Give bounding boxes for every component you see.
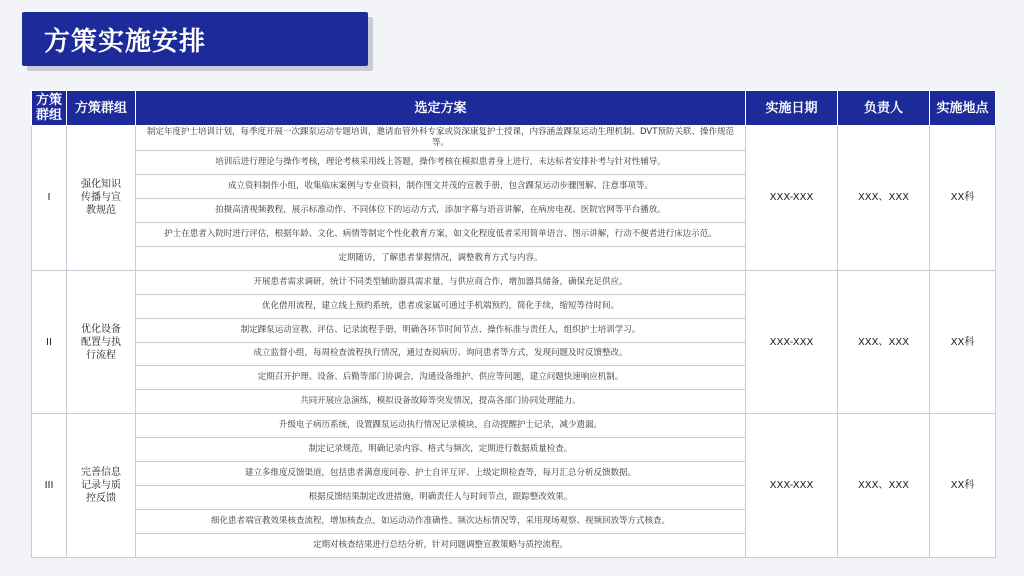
title-bar: [22, 12, 368, 66]
group-number: III: [32, 414, 67, 558]
plan-cell: 细化患者端宣教效果核查流程，增加核查点，如运动动作准确性、频次达标情况等，采用现场观察、视频回放等方式核查。: [136, 510, 746, 534]
owner: XXX、XXX: [838, 126, 930, 271]
owner: XXX、XXX: [838, 270, 930, 414]
location: XX科: [930, 414, 996, 558]
table-header-row: [32, 91, 996, 126]
location: XX科: [930, 126, 996, 271]
plan-cell: 定期召开护理、设备、后勤等部门协调会，沟通设备维护、供应等问题，建立问题快速响应机制。: [136, 366, 746, 390]
plan-cell: 开展患者需求调研，统计不同类型辅助器具需求量，与供应商合作，增加器具储备，确保充足供应。: [136, 270, 746, 294]
table-row: [32, 270, 996, 294]
header-owner: 负责人: [838, 91, 930, 126]
plan-cell: 定期对核查结果进行总结分析，针对问题调整宣教策略与质控流程。: [136, 534, 746, 558]
plan-table-wrapper: [31, 90, 995, 558]
plan-cell: 制定年度护士培训计划，每季度开展一次踝泵运动专题培训，邀请血管外科专家或资深康复护士授课，内容涵盖踝泵运动生理机制、DVT预防关联、操作规范等。: [136, 126, 746, 151]
plan-table: [31, 90, 996, 558]
table-row: [32, 414, 996, 438]
header-group-name: 方策群组: [67, 91, 136, 126]
group-number: II: [32, 270, 67, 414]
implementation-date: XXX-XXX: [746, 414, 838, 558]
table-row: [32, 126, 996, 151]
header-plan: 选定方案: [136, 91, 746, 126]
location: XX科: [930, 270, 996, 414]
group-name: 优化设备配置与执行流程: [67, 270, 136, 414]
plan-cell: 共同开展应急演练，模拟设备故障等突发情况，提高各部门协同处理能力。: [136, 390, 746, 414]
page-title: 方策实施安排: [44, 26, 207, 57]
plan-cell: 定期随访，了解患者掌握情况，调整教育方式与内容。: [136, 246, 746, 270]
plan-cell: 拍摄高清视频教程，展示标准动作、不同体位下的运动方式，添加字幕与语音讲解，在病房电视、医院官网等平台播放。: [136, 198, 746, 222]
header-location: 实施地点: [930, 91, 996, 126]
group-name: 强化知识传播与宣教规范: [67, 126, 136, 271]
plan-cell: 制定踝泵运动宣教、评估、记录流程手册，明确各环节时间节点、操作标准与责任人，组织护士培训学习。: [136, 318, 746, 342]
plan-cell: 根据反馈结果制定改进措施，明确责任人与时间节点，跟踪整改效果。: [136, 486, 746, 510]
group-name: 完善信息记录与质控反馈: [67, 414, 136, 558]
plan-cell: 护士在患者入院时进行评估，根据年龄、文化、病情等制定个性化教育方案，如文化程度低者采用简单语言、图示讲解，行动不便者进行床边示范。: [136, 222, 746, 246]
implementation-date: XXX-XXX: [746, 126, 838, 271]
plan-cell: 成立监督小组，每周检查流程执行情况，通过查阅病历、询问患者等方式，发现问题及时反馈整改。: [136, 342, 746, 366]
group-number: I: [32, 126, 67, 271]
header-group-no: 方策群组: [32, 91, 67, 126]
plan-cell: 优化借用流程，建立线上预约系统，患者或家属可通过手机端预约，简化手续，缩短等待时间。: [136, 294, 746, 318]
owner: XXX、XXX: [838, 414, 930, 558]
header-date: 实施日期: [746, 91, 838, 126]
plan-cell: 制定记录规范，明确记录内容、格式与频次，定期进行数据质量检查。: [136, 438, 746, 462]
implementation-date: XXX-XXX: [746, 270, 838, 414]
plan-cell: 建立多维度反馈渠道，包括患者满意度问卷、护士自评互评、上级定期检查等，每月汇总分析反馈数据。: [136, 462, 746, 486]
plan-cell: 培训后进行理论与操作考核，理论考核采用线上答题，操作考核在模拟患者身上进行，未达标者安排补考与针对性辅导。: [136, 151, 746, 175]
plan-cell: 升级电子病历系统，设置踝泵运动执行情况记录模块，自动提醒护士记录，减少遗漏。: [136, 414, 746, 438]
plan-cell: 成立资料制作小组，收集临床案例与专业资料，制作图文并茂的宣教手册，包含踝泵运动步骤图解、注意事项等。: [136, 174, 746, 198]
